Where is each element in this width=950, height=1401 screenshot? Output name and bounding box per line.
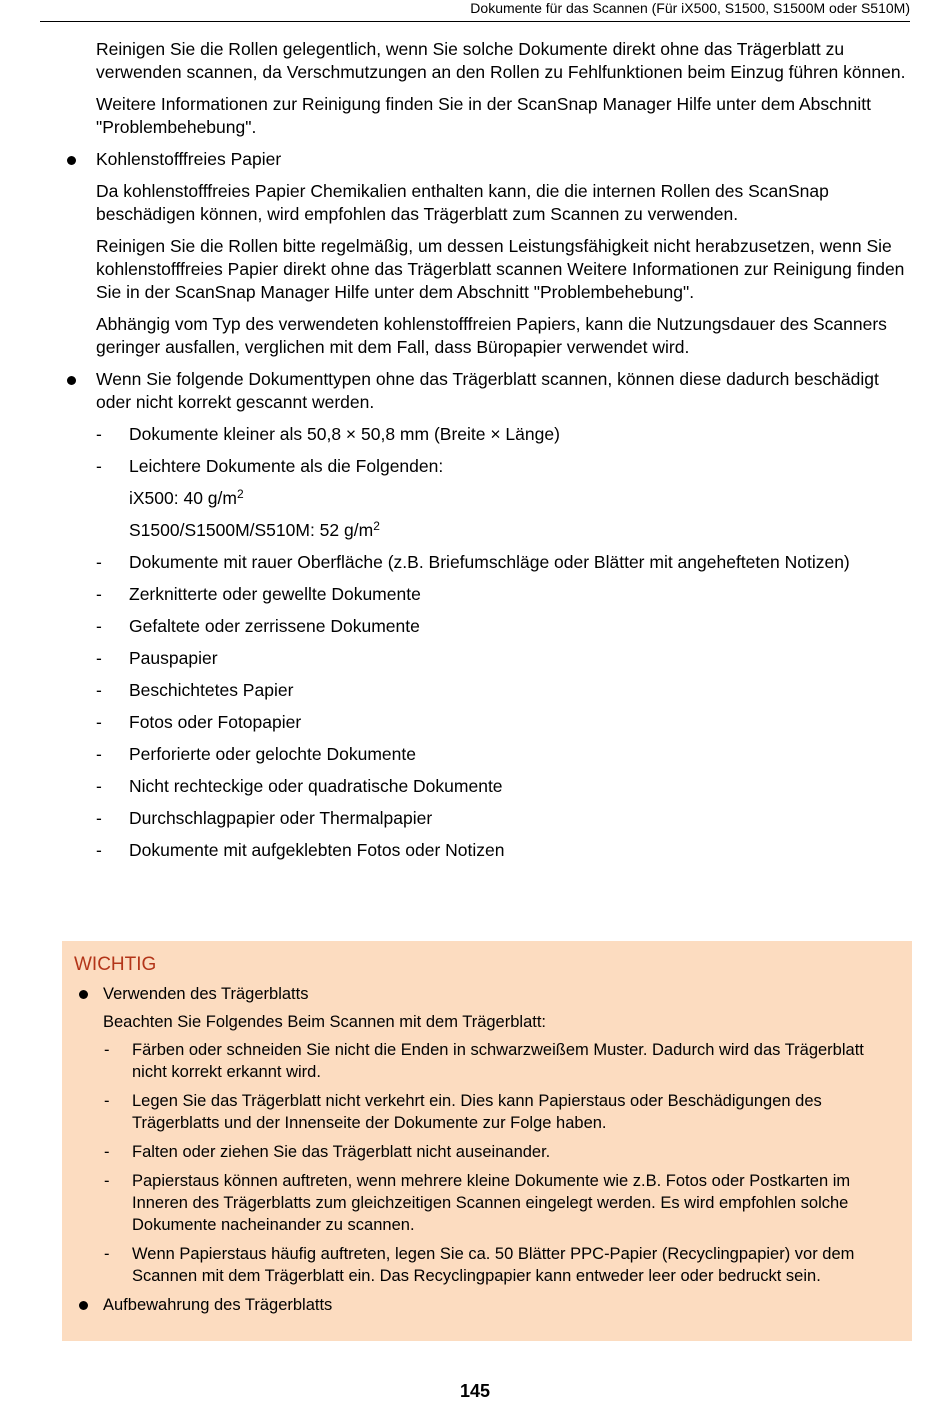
bullet-heading: Kohlenstofffreies Papier xyxy=(96,149,282,169)
carbonless-paragraph: Da kohlenstofffreies Papier Chemikalien enthalten kann, die die internen Rollen des ScanSnap beschädigen können, wird empfohlen das Trägerblatt zum Scannen zu verwenden. xyxy=(96,181,829,224)
list-item xyxy=(96,551,889,574)
bullet-dot-icon xyxy=(67,156,76,165)
dash-marker: - xyxy=(96,648,102,668)
list-item-text: Wenn Papierstaus häufig auftreten, legen Sie ca. 50 Blätter PPC-Papier (Recyclingpapier) vor dem Scannen mit dem Trägerblatt ein. Das Recyclingpapier kann entweder leer oder bedruckt sein. xyxy=(132,1245,855,1285)
list-item xyxy=(104,1243,898,1287)
carbonless-paragraph: Abhängig vom Typ des verwendeten kohlenstofffreien Papiers, kann die Nutzungsdauer des Scanners geringer ausfallen, verglichen mit dem Fall, dass Büropapier verwendet wird. xyxy=(96,314,887,357)
carbonless-paragraph: Reinigen Sie die Rollen bitte regelmäßig, um dessen Leistungsfähigkeit nicht herabzusetzen, wenn Sie kohlenstofffreies Papier direkt ohne das Trägerblatt scannen Weitere Informationen zur Reinigung finden Sie in der ScanSnap Manager Hilfe unter dem Abschnitt "Problembehebung". xyxy=(96,236,905,302)
dash-marker: - xyxy=(96,616,102,636)
list-item xyxy=(96,455,889,478)
dash-marker: - xyxy=(104,1143,110,1161)
bullet-dot-icon xyxy=(79,990,88,999)
list-item xyxy=(104,1090,898,1134)
list-item-text: Pauspapier xyxy=(129,648,218,668)
header-title: Dokumente für das Scannen (Für iX500, S1500, S1500M oder S510M) xyxy=(470,0,910,16)
list-item-text: Fotos oder Fotopapier xyxy=(129,712,302,732)
list-item xyxy=(96,775,889,798)
bullet-carbonless xyxy=(96,148,908,171)
list-item-text: Beschichtetes Papier xyxy=(129,680,294,700)
bullet-heading: Aufbewahrung des Trägerblatts xyxy=(103,1296,333,1314)
important-box xyxy=(62,941,912,1341)
list-item xyxy=(104,1141,898,1163)
list-item-text: Perforierte oder gelochte Dokumente xyxy=(129,744,416,764)
list-item-text: Färben oder schneiden Sie nicht die Enden in schwarzweißem Muster. Dadurch wird das Trägerblatt nicht korrekt erkannt wird. xyxy=(132,1041,864,1081)
list-item xyxy=(96,743,889,766)
list-item xyxy=(96,807,889,830)
bullet-heading: Wenn Sie folgende Dokumenttypen ohne das Trägerblatt scannen, können diese dadurch beschädigt oder nicht korrekt gescannt werden. xyxy=(96,369,879,412)
dash-marker: - xyxy=(96,776,102,796)
dash-marker: - xyxy=(104,1092,110,1110)
list-item-text: Dokumente kleiner als 50,8 × 50,8 mm (Breite × Länge) xyxy=(129,424,560,444)
list-item-text: Dokumente mit aufgeklebten Fotos oder Notizen xyxy=(129,840,505,860)
bullet-heading: Verwenden des Trägerblatts xyxy=(103,985,309,1003)
intro-paragraph: Reinigen Sie die Rollen gelegentlich, wenn Sie solche Dokumente direkt ohne das Trägerblatt zu verwenden scannen, da Verschmutzungen an den Rollen zu Fehlfunktionen beim Einzug führen können. xyxy=(96,39,906,82)
list-item-text: Dokumente mit rauer Oberfläche (z.B. Briefumschläge oder Blätter mit angehefteten Notizen) xyxy=(129,552,850,572)
dash-marker: - xyxy=(104,1041,110,1059)
important-intro: Beachten Sie Folgendes Beim Scannen mit dem Trägerblatt: xyxy=(103,1013,546,1031)
bullet-storage xyxy=(103,1294,893,1316)
intro-paragraph: Weitere Informationen zur Reinigung finden Sie in der ScanSnap Manager Hilfe unter dem Abschnitt "Problembehebung". xyxy=(96,94,871,137)
weight-text: S1500/S1500M/S510M: 52 g/m xyxy=(129,520,374,540)
dash-marker: - xyxy=(104,1172,110,1190)
important-title: WICHTIG xyxy=(74,954,157,975)
page-header xyxy=(40,0,910,22)
dash-marker: - xyxy=(104,1245,110,1263)
weight-s1500 xyxy=(129,519,950,542)
important-body xyxy=(62,983,912,1322)
dash-marker: - xyxy=(96,808,102,828)
list-item xyxy=(96,679,889,702)
bullet-use-carrier xyxy=(103,983,893,1005)
dash-marker: - xyxy=(96,424,102,444)
bullet-dot-icon xyxy=(67,376,76,385)
weight-text: iX500: 40 g/m xyxy=(129,488,237,508)
list-item xyxy=(96,647,889,670)
bullet-document-types xyxy=(96,368,908,414)
dash-marker: - xyxy=(96,712,102,732)
list-item-text: Falten oder ziehen Sie das Trägerblatt nicht auseinander. xyxy=(132,1143,551,1161)
list-item xyxy=(96,615,889,638)
list-item xyxy=(104,1039,898,1083)
list-item-text: Legen Sie das Trägerblatt nicht verkehrt ein. Dies kann Papierstaus oder Beschädigungen des Trägerblatts und der Innenseite der Dokumente zur Folge haben. xyxy=(132,1092,822,1132)
list-item-text: Gefaltete oder zerrissene Dokumente xyxy=(129,616,420,636)
list-item xyxy=(96,839,889,862)
superscript: 2 xyxy=(373,519,380,533)
page-number: 145 xyxy=(459,1381,491,1401)
superscript: 2 xyxy=(236,487,244,501)
dash-marker: - xyxy=(96,584,102,604)
bullet-dot-icon xyxy=(79,1301,88,1310)
main-content xyxy=(0,38,950,871)
list-item-text: Leichtere Dokumente als die Folgenden: xyxy=(129,456,444,476)
list-item-text: Zerknitterte oder gewellte Dokumente xyxy=(129,584,421,604)
list-item-text: Nicht rechteckige oder quadratische Dokumente xyxy=(129,776,503,796)
list-item-text: Durchschlagpapier oder Thermalpapier xyxy=(129,808,433,828)
list-item xyxy=(96,423,889,446)
list-item-text: Papierstaus können auftreten, wenn mehrere kleine Dokumente wie z.B. Fotos oder Postkarten im Inneren des Trägerblatts zum gleichzeitigen Scannen eingelegt werden. Es wird empfohlen solche Dokumente nacheinander zu scannen. xyxy=(132,1172,851,1234)
dash-marker: - xyxy=(96,840,102,860)
dash-marker: - xyxy=(96,744,102,764)
list-item xyxy=(96,583,889,606)
list-item xyxy=(96,711,889,734)
dash-marker: - xyxy=(96,680,102,700)
list-item xyxy=(104,1170,898,1236)
dash-marker: - xyxy=(96,552,102,572)
dash-marker: - xyxy=(96,456,102,476)
weight-ix500 xyxy=(129,487,950,510)
